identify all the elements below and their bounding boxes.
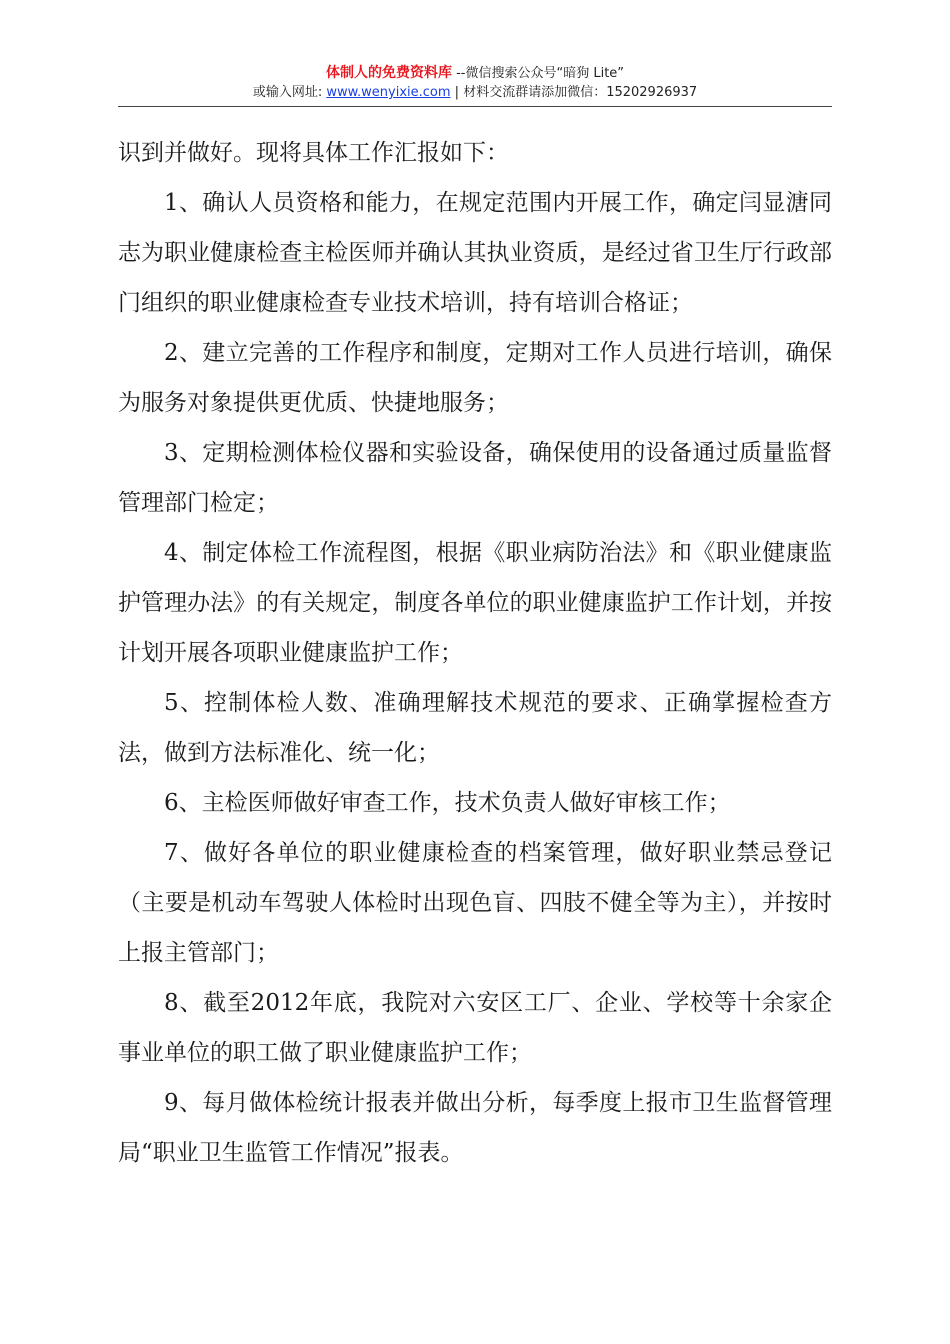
document-body [118, 128, 832, 1178]
paragraph-item-6: 6、主检医师做好审查工作，技术负责人做好审核工作； [164, 790, 731, 816]
paragraph-item-7: 7、做好各单位的职业健康检查的档案管理，做好职业禁忌登记（主要是机动车驾驶人体检时出现色盲、四肢不健全等为主），并按时上报主管部门； [118, 840, 832, 966]
header-subtitle: --微信搜索公众号“暗狗 Lite” [456, 66, 625, 81]
paragraph-intro: 识到并做好。现将具体工作汇报如下： [118, 140, 509, 166]
header-divider [118, 106, 832, 107]
header-url-link[interactable]: www.wenyixie.com [326, 85, 451, 100]
paragraph-item-9: 9、每月做体检统计报表并做出分析，每季度上报市卫生监督管理局“职业卫生监管工作情况”报表。 [118, 1090, 832, 1166]
header-brand: 体制人的免费资料库 [325, 65, 452, 81]
page-header [118, 64, 832, 102]
paragraph-item-5: 5、控制体检人数、准确理解技术规范的要求、正确掌握检查方法，做到方法标准化、统一化； [118, 690, 832, 766]
paragraph-item-8: 8、截至2012年底，我院对六安区工厂、企业、学校等十余家企事业单位的职工做了职业健康监护工作； [118, 990, 832, 1066]
header-url-prefix: 或输入网址: [252, 85, 327, 100]
header-contact-line [118, 83, 832, 102]
header-wechat-info: | 材料交流群请添加微信：15202926937 [450, 85, 698, 100]
header-title-line [118, 64, 832, 83]
paragraph-item-3: 3、定期检测体检仪器和实验设备，确保使用的设备通过质量监督管理部门检定； [118, 440, 832, 516]
paragraph-item-4: 4、制定体检工作流程图，根据《职业病防治法》和《职业健康监护管理办法》的有关规定，制度各单位的职业健康监护工作计划，并按计划开展各项职业健康监护工作； [118, 540, 832, 666]
paragraph-item-2: 2、建立完善的工作程序和制度，定期对工作人员进行培训，确保为服务对象提供更优质、快捷地服务； [118, 340, 832, 416]
paragraph-item-1: 1、确认人员资格和能力，在规定范围内开展工作，确定闫显溏同志为职业健康检查主检医师并确认其执业资质，是经过省卫生厅行政部门组织的职业健康检查专业技术培训，持有培训合格证； [118, 190, 832, 316]
